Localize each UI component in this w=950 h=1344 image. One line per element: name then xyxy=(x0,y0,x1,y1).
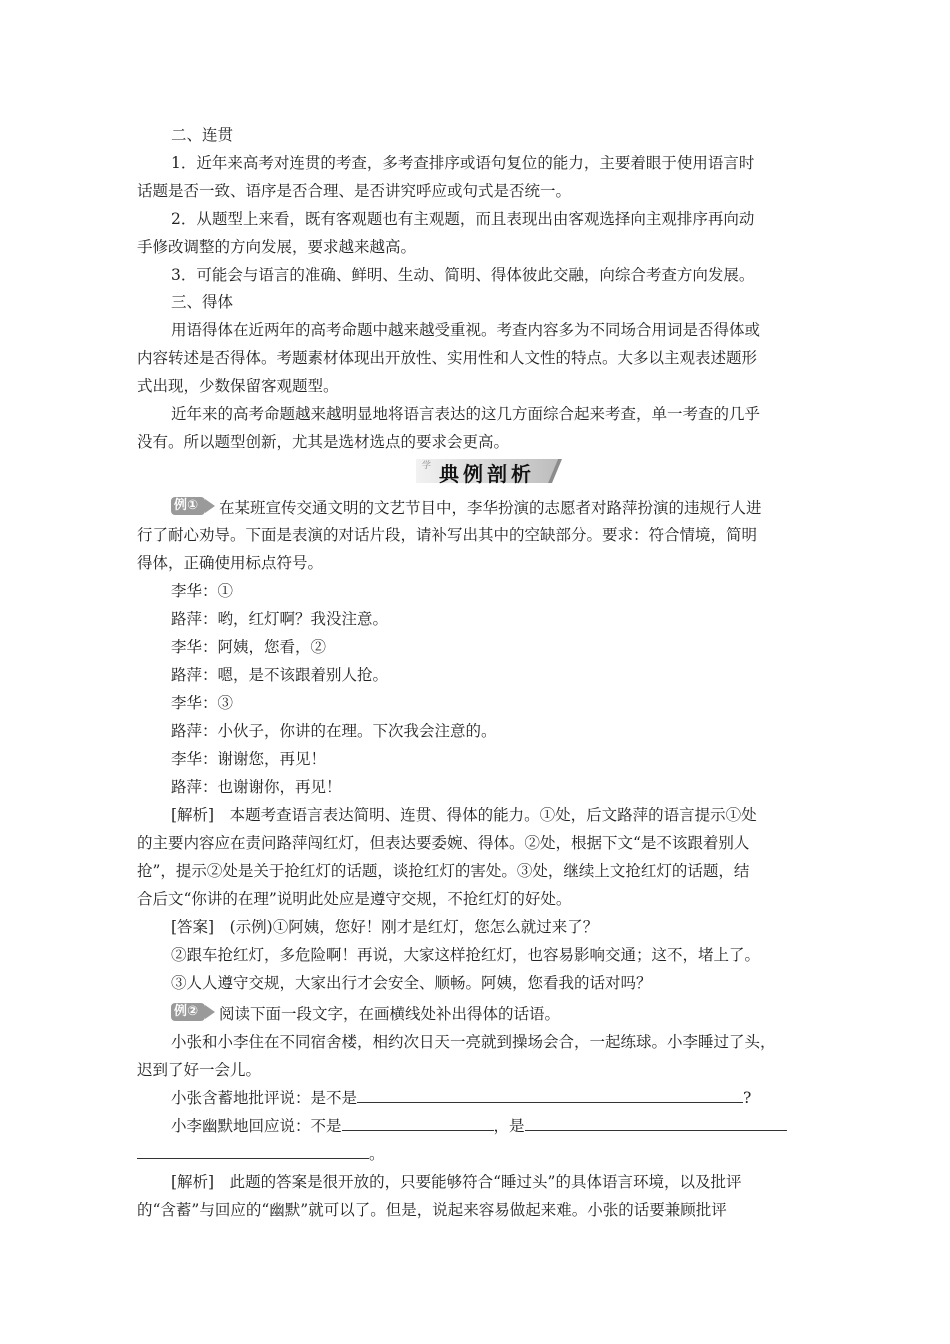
prompt-text: ，是 xyxy=(493,1117,525,1135)
prompt-text: 小张含蓄地批评说：是不是 xyxy=(171,1089,358,1107)
example1-question-line: 行了耐心劝导。下面是表演的对话片段，请补写出其中的空缺部分。要求：符合情境，简明 xyxy=(137,526,758,544)
paragraph-line: 话题是否一致、语序是否合理、是否讲究呼应或句式是否统一。 xyxy=(137,182,572,200)
paragraph-line: 内容转述是否得体。考题素材体现出开放性、实用性和人文性的特点。大多以主观表述题形 xyxy=(137,349,758,367)
answer-blank[interactable] xyxy=(137,1144,369,1159)
answer-line: ②跟车抢红灯，多危险啊！再说，大家这样抢红灯，也容易影响交通；这不，堵上了。 xyxy=(171,946,761,964)
dialog-line: 路萍：小伙子，你讲的在理。下次我会注意的。 xyxy=(171,722,497,740)
example-badge-label: 例① xyxy=(174,498,199,513)
question-mark: ? xyxy=(743,1089,752,1107)
paragraph-line: 2．从题型上来看，既有客观题也有主观题，而且表现出由客观选择向主观排序再向动 xyxy=(171,210,755,228)
context-line: 小张和小李住在不同宿舍楼，相约次日天一亮就到操场会合，一起练球。小李睡过了头， xyxy=(171,1033,776,1051)
fill-in-line-zhang xyxy=(171,1088,751,1108)
example2-question-line xyxy=(171,1003,560,1024)
analysis-line: 的“含蓄”与回应的“幽默”就可以了。但是，说起来容易做起来难。小张的话要兼顾批评 xyxy=(137,1201,727,1219)
analysis-line: 合后文“你讲的在理”说明此处应是遵守交规，不抢红灯的好处。 xyxy=(137,890,572,908)
analysis-line: 抢”，提示②处是关于抢红灯的话题，谈抢红灯的害处。③处，继续上文抢红灯的话题，结 xyxy=(137,862,750,880)
example1-question-line: 得体，正确使用标点符号。 xyxy=(137,554,324,572)
paragraph-line: 用语得体在近两年的高考命题中越来越受重视。考查内容多为不同场合用词是否得体或 xyxy=(171,321,761,339)
dialog-line: 路萍：嗯，是不该跟着别人抢。 xyxy=(171,666,389,684)
analysis-line: [解析] 本题考查语言表达简明、连贯、得体的能力。①处，后文路萍的语言提示①处 xyxy=(171,806,757,824)
dialog-line: 李华：阿姨，您看，② xyxy=(171,638,327,656)
paragraph-line: 没有。所以题型创新，尤其是选材选点的要求会更高。 xyxy=(137,433,510,451)
context-line: 迟到了好一会儿。 xyxy=(137,1061,262,1079)
answer-blank[interactable] xyxy=(357,1088,743,1103)
prompt-text: 小李幽默地回应说：不是 xyxy=(171,1117,342,1135)
analysis-line: 的主要内容应在责问路萍闯红灯，但表达要委婉、得体。②处，根据下文“是不该跟着别人 xyxy=(137,834,750,852)
paragraph-line: 手修改调整的方向发展，要求越来越高。 xyxy=(137,238,417,256)
dialog-line: 路萍：哟，红灯啊？我没注意。 xyxy=(171,610,389,628)
section-heading-coherence: 二、连贯 xyxy=(171,126,234,144)
example-badge-label: 例② xyxy=(174,1004,199,1019)
section-banner xyxy=(412,455,562,487)
question-text: 在某班宣传交通文明的文艺节目中，李华扮演的志愿者对路萍扮演的违规行人进 xyxy=(219,499,762,517)
example-badge xyxy=(171,1003,217,1021)
banner-ornament: 学 xyxy=(422,461,432,471)
banner-title: 典例剖析 xyxy=(439,462,535,486)
analysis-line: [解析] 此题的答案是很开放的，只要能够符合“睡过头”的具体语言环境，以及批评 xyxy=(171,1173,742,1191)
answer-blank[interactable] xyxy=(525,1116,787,1131)
dialog-line: 李华：① xyxy=(171,582,234,600)
dialog-line: 李华：谢谢您，再见！ xyxy=(171,750,327,768)
question-text: 阅读下面一段文字，在画横线处补出得体的话语。 xyxy=(219,1005,561,1023)
paragraph-line: 1．近年来高考对连贯的考查，多考查排序或语句复位的能力，主要着眼于使用语言时 xyxy=(171,154,755,172)
paragraph-line: 3．可能会与语言的准确、鲜明、生动、简明、得体彼此交融，向综合考查方向发展。 xyxy=(171,266,755,284)
fill-in-line-li-continued xyxy=(137,1144,385,1164)
dialog-line: 路萍：也谢谢你，再见！ xyxy=(171,778,342,796)
example1-question-line xyxy=(171,497,762,518)
answer-line: ③人人遵守交规，大家出行才会安全、顺畅。阿姨，您看我的话对吗？ xyxy=(171,974,652,992)
period: 。 xyxy=(369,1145,385,1163)
answer-line: [答案] (示例)①阿姨，您好！刚才是红灯，您怎么就过来了？ xyxy=(171,918,599,936)
fill-in-line-li xyxy=(171,1116,787,1136)
paragraph-line: 近年来的高考命题越来越明显地将语言表达的这几方面综合起来考查，单一考查的几乎 xyxy=(171,405,761,423)
dialog-line: 李华：③ xyxy=(171,694,234,712)
paragraph-line: 式出现，少数保留客观题型。 xyxy=(137,377,339,395)
answer-blank[interactable] xyxy=(342,1116,494,1131)
example-badge xyxy=(171,497,217,515)
section-heading-appropriateness: 三、得体 xyxy=(171,293,234,311)
